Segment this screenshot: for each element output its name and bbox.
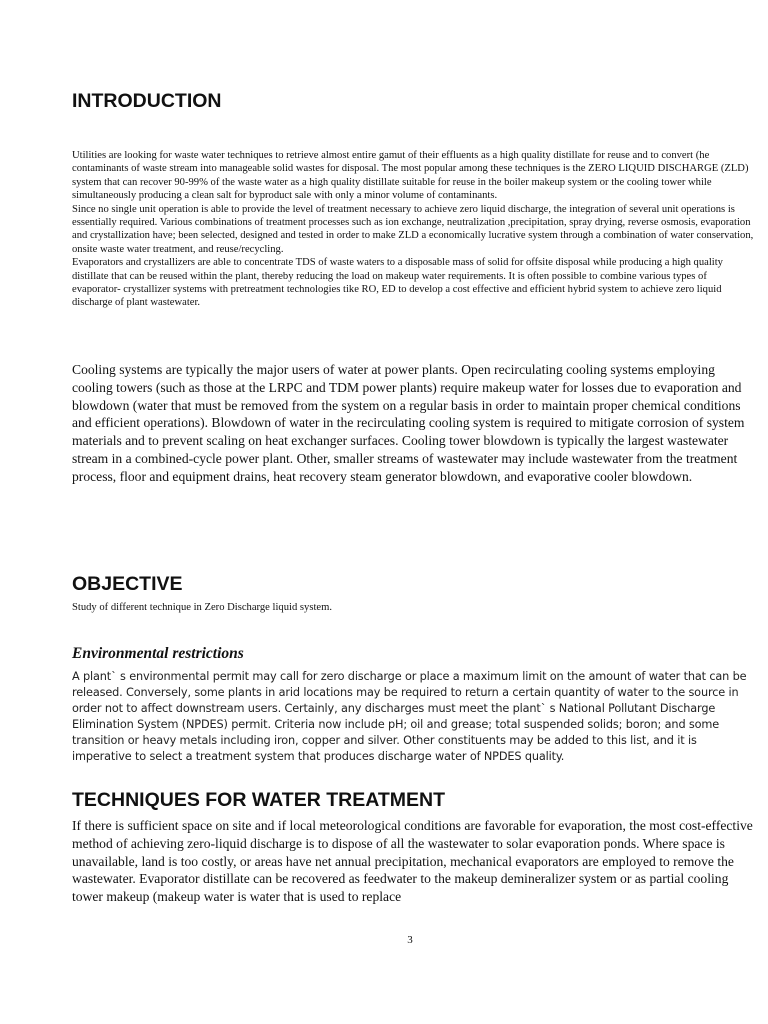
environmental-heading: Environmental restrictions: [72, 645, 244, 662]
introduction-body: [72, 149, 754, 310]
intro-paragraph-3: Evaporators and crystallizers are able to concentrate TDS of waste waters to a disposable mass of solid for offsite disposal while producing a high quality distillate that can be reused within the plant, thereby reducing the load on makeup water requirements. It is often possible to combine various types of evaporator- crystallizer systems with pretreatment technologies tike RO, ED to develop a cost effective and efficient hybrid system to achieve zero liquid discharge of plant wastewater.: [72, 257, 723, 309]
objective-text: Study of different technique in Zero Discharge liquid system.: [72, 602, 332, 613]
introduction-heading: INTRODUCTION: [72, 90, 222, 112]
intro-paragraph-2: Since no single unit operation is able to provide the level of treatment necessary to achieve zero liquid discharge, the integration of several unit operations is essentially required. Various combinations of treatment processes such as ion exchange, neutralization ,precipitation, spray drying, reverse osmosis, evaporation and crystallization have; been selected, designed and tested in order to make ZLD a economically lucrative system through a combination of water conservation, onsite waste water treatment, and reuse/recycling.: [72, 203, 754, 255]
page-number: 3: [407, 934, 413, 946]
intro-paragraph-1: Utilities are looking for waste water techniques to retrieve almost entire gamut of their effluents as a high quality distillate for reuse and to convert (he contaminants of waste stream into manageable solid wastes for disposal. The most popular among these techniques is the ZERO LIQUID DISCHARGE (ZLD) system that can recover 90-99% of the waste water as a high quality distillate suitable for reuse in the boiler makeup system or the cooling tower while simultaneously producing a clean salt for byproduct sale with only a minor volume of contaminants.: [72, 150, 749, 202]
techniques-heading: TECHNIQUES FOR WATER TREATMENT: [72, 789, 446, 811]
cooling-systems-paragraph: Cooling systems are typically the major users of water at power plants. Open recirculating cooling systems employing cooling towers (such as those at the LRPC and TDM power plants) require makeup water for losses due to evaporation and blowdown (water that must be removed from the system on a regular basis in order to maintain proper chemical conditions and efficient operations). Blowdown of water in the recirculating cooling system is required to mitigate corrosion of system materials and to prevent scaling on heat exchanger surfaces. Cooling tower blowdown is typically the largest wastewater stream in a combined-cycle power plant. Other, smaller streams of wastewater may include wastewater from the treatment process, floor and equipment drains, heat recovery steam generator blowdown, and evaporative cooler blowdown.: [72, 362, 745, 484]
objective-heading: OBJECTIVE: [72, 573, 183, 595]
environmental-text: A plant` s environmental permit may call for zero discharge or place a maximum limit on the amount of water that can be released. Conversely, some plants in arid locations may be required to return a certain quantity of water to the source in order not to affect downstream users. Certainly, any discharges must meet the plant` s National Pollutant Discharge Elimination System (NPDES) permit. Criteria now include pH; oil and grease; total suspended solids; boron; and some transition or heavy metals including iron, copper and silver. Other constituents may be added to this list, and it is imperative to select a treatment system that produces discharge water of NPDES quality.: [72, 670, 747, 763]
techniques-text: If there is sufficient space on site and if local meteorological conditions are favorable for evaporation, the most cost-effective method of achieving zero-liquid discharge is to dispose of all the wastewater to solar evaporation ponds. Where space is unavailable, land is too costly, or areas have net annual precipitation, mechanical evaporators are employed to remove the wastewater. Evaporator distillate can be recovered as feedwater to the makeup demineralizer system or as partial cooling tower makeup (makeup water is water that is used to replace: [72, 818, 753, 905]
